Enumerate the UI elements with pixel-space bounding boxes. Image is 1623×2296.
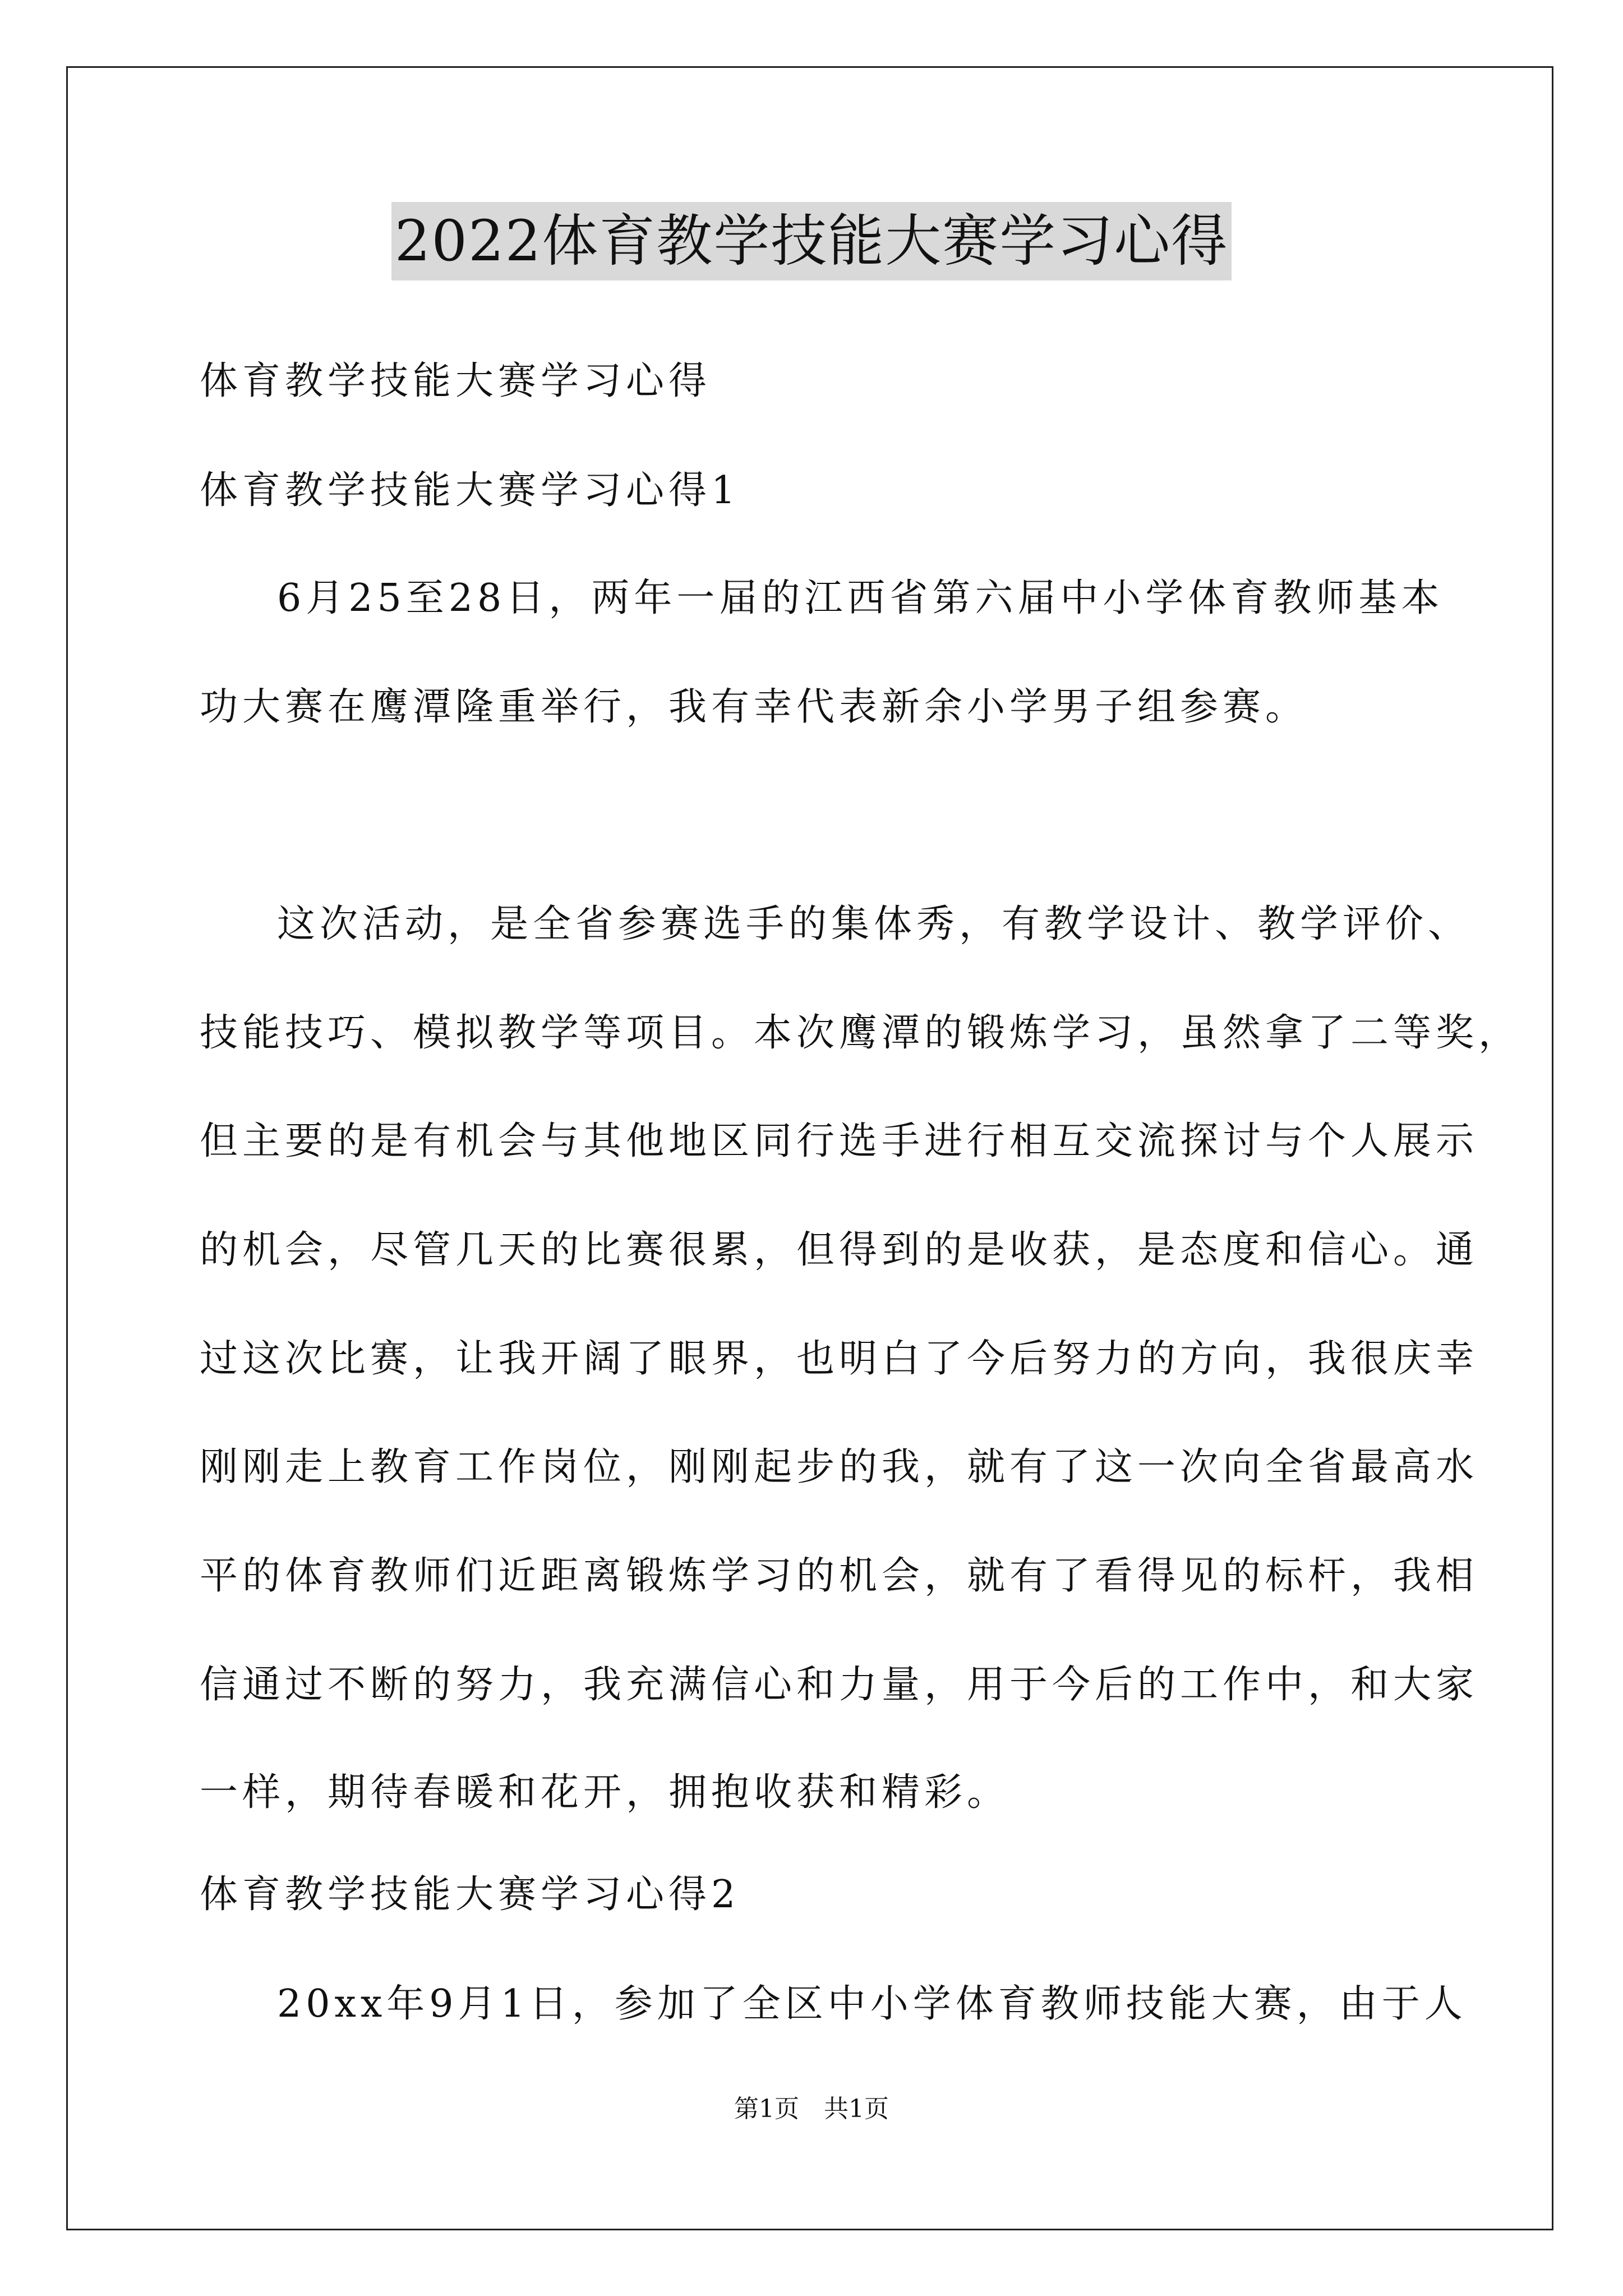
- paragraph-2-line-1: 这次活动，是全省参赛选手的集体秀，有教学设计、教学评价、: [277, 902, 1471, 946]
- document-title: 2022体育教学技能大赛学习心得: [391, 202, 1232, 280]
- title-wrap: [0, 202, 1623, 280]
- subtitle-line: 体育教学技能大赛学习心得: [200, 359, 712, 403]
- paragraph-2-line-6: 刚刚走上教育工作岗位，刚刚起步的我，就有了这一次向全省最高水: [200, 1445, 1479, 1489]
- paragraph-1-line-2: 功大赛在鹰潭隆重举行，我有幸代表新余小学男子组参赛。: [200, 685, 1308, 729]
- paragraph-2-line-7: 平的体育教师们近距离锻炼学习的机会，就有了看得见的标杆，我相: [200, 1554, 1479, 1598]
- paragraph-2-line-4: 的机会，尽管几天的比赛很累，但得到的是收获，是态度和信心。通: [200, 1228, 1479, 1272]
- paragraph-2-line-8: 信通过不断的努力，我充满信心和力量，用于今后的工作中，和大家: [200, 1663, 1479, 1707]
- paragraph-3-line-1: 20xx年9月1日，参加了全区中小学体育教师技能大赛，由于人: [277, 1982, 1467, 2026]
- paragraph-2-line-5: 过这次比赛，让我开阔了眼界，也明白了今后努力的方向，我很庆幸: [200, 1337, 1479, 1381]
- section-heading-1: 体育教学技能大赛学习心得1: [200, 468, 740, 513]
- section-heading-2: 体育教学技能大赛学习心得2: [200, 1872, 740, 1917]
- page-footer: 第1页 共1页: [734, 2095, 889, 2123]
- paragraph-2-line-9: 一样，期待春暖和花开，拥抱收获和精彩。: [200, 1770, 1010, 1815]
- paragraph-2-line-3: 但主要的是有机会与其他地区同行选手进行相互交流探讨与个人展示: [200, 1119, 1479, 1163]
- paragraph-2-line-2: 技能技巧、模拟教学等项目。本次鹰潭的锻炼学习，虽然拿了二等奖，: [200, 1011, 1521, 1055]
- paragraph-1-line-1: 6月25至28日，两年一届的江西省第六届中小学体育教师基本: [277, 576, 1444, 620]
